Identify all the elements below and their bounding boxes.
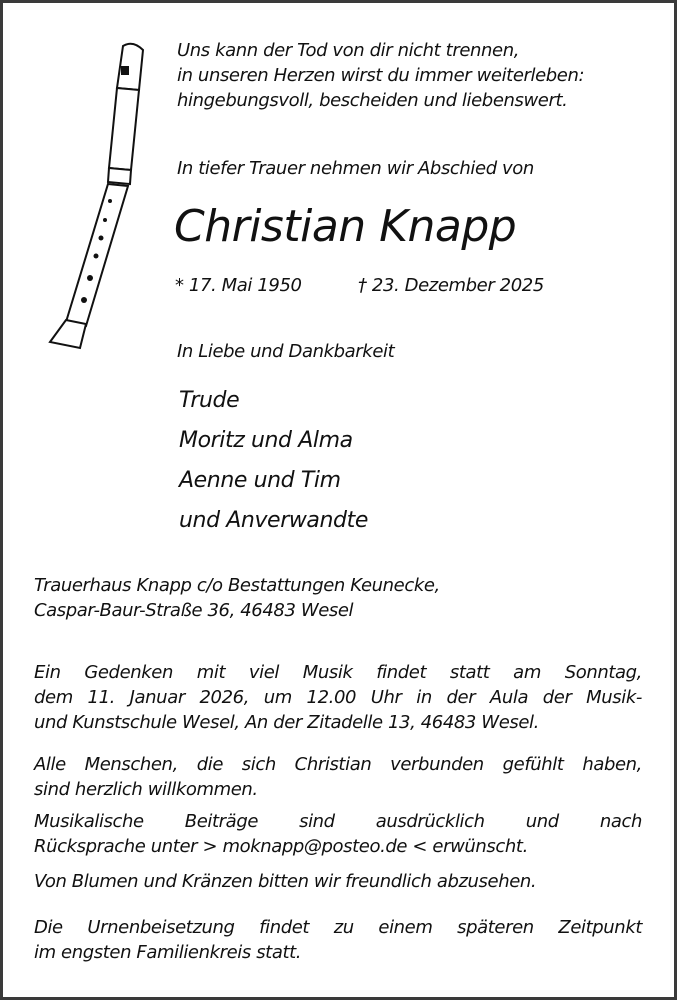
- welcome-paragraph: [34, 752, 642, 802]
- address-line: Caspar-Baur-Straße 36, 46483 Wesel: [34, 600, 354, 621]
- flowers-line: Von Blumen und Kränzen bitten wir freundlich abzusehen.: [34, 871, 537, 892]
- birth-date: * 17. Mai 1950: [175, 275, 302, 296]
- mourner: Aenne und Tim: [179, 468, 341, 493]
- intro-text: In tiefer Trauer nehmen wir Abschied von: [177, 158, 534, 179]
- mourner: Moritz und Alma: [179, 428, 353, 453]
- poem: [177, 38, 584, 113]
- flowers-paragraph: [34, 869, 642, 894]
- address-line: Trauerhaus Knapp c/o Bestattungen Keunecke,: [34, 575, 440, 596]
- mourners-list: [179, 381, 368, 541]
- memorial-paragraph: [34, 660, 642, 735]
- poem-line: hingebungsvoll, bescheiden und liebenswert.: [177, 90, 568, 111]
- memorial-line: Ein Gedenken mit viel Musik findet statt am Sonntag,: [34, 662, 642, 683]
- poem-line: in unseren Herzen wirst du immer weiterleben:: [177, 65, 585, 86]
- burial-line: Die Urnenbeisetzung findet zu einem späteren Zeitpunkt: [34, 917, 642, 938]
- welcome-line: Alle Menschen, die sich Christian verbunden gefühlt haben,: [34, 754, 642, 775]
- welcome-line: sind herzlich willkommen.: [34, 779, 258, 800]
- mourner: und Anverwandte: [179, 508, 368, 533]
- memorial-line: und Kunstschule Wesel, An der Zitadelle 13, 46483 Wesel.: [34, 712, 539, 733]
- address: [34, 573, 440, 623]
- music-paragraph: [34, 809, 642, 859]
- mourner: Trude: [179, 388, 240, 413]
- poem-line: Uns kann der Tod von dir nicht trennen,: [177, 40, 520, 61]
- deceased-name: Christian Knapp: [174, 201, 517, 252]
- memorial-line: dem 11. Januar 2026, um 12.00 Uhr in der Aula der Musik-: [34, 687, 642, 708]
- burial-line: im engsten Familienkreis statt.: [34, 942, 302, 963]
- death-date: † 23. Dezember 2025: [358, 275, 544, 296]
- recorder-flute-illustration: [33, 38, 153, 358]
- music-line: Rücksprache unter > moknapp@posteo.de < erwünscht.: [34, 836, 528, 857]
- burial-paragraph: [34, 915, 642, 965]
- gratitude-text: In Liebe und Dankbarkeit: [177, 341, 395, 362]
- music-line: Musikalische Beiträge sind ausdrücklich und nach: [34, 811, 642, 832]
